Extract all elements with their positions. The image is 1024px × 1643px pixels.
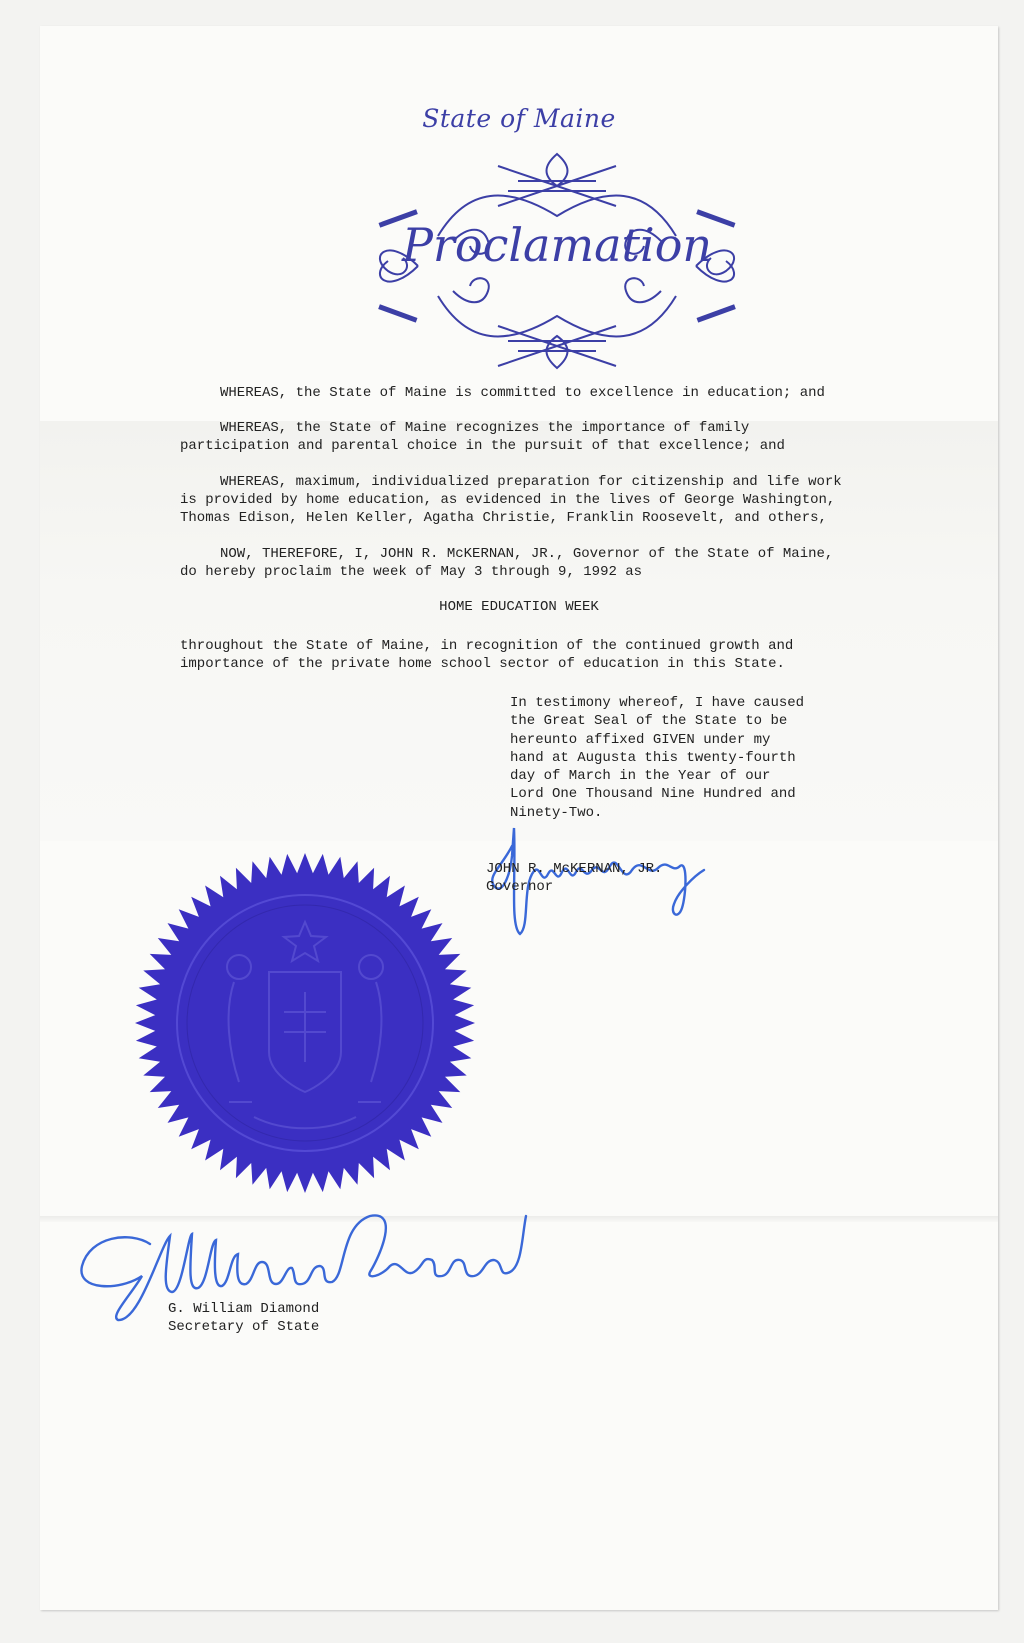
secretary-block [168, 1300, 319, 1336]
whereas-paragraph-3: WHEREAS, maximum, individualized preparation for citizenship and life work is provided by home education, as evidenced in the lives of George Washington, Thomas Edison, Helen Keller, Agatha Christie, Franklin Roosevelt, and others, [180, 474, 842, 526]
great-seal-icon [134, 852, 476, 1194]
testimony-paragraph: In testimony whereof, I have caused the Great Seal of the State to be hereunto affixed GIVEN under my hand at Augusta this twenty-fourth day of March in the Year of our Lord One Thousand Nine Hundred and Ninety-Two. [510, 695, 805, 821]
proclamation-document [40, 26, 998, 1610]
governor-title: Governor [486, 879, 554, 895]
state-heading: State of Maine [422, 104, 616, 133]
secretary-name: G. William Diamond [168, 1301, 320, 1317]
secretary-title: Secretary of State [168, 1319, 320, 1335]
whereas-paragraph-2: WHEREAS, the State of Maine recognizes the importance of family participation and parental choice in the pursuit of that excellence; and [180, 420, 785, 454]
closing-paragraph: throughout the State of Maine, in recognition of the continued growth and importance of the private home school sector of education in this State. [180, 638, 794, 672]
governor-block [486, 860, 662, 896]
governor-name: JOHN R. McKERNAN, JR. [486, 861, 663, 877]
now-therefore-paragraph: NOW, THEREFORE, I, JOHN R. McKERNAN, JR., Governor of the State of Maine, do hereby proclaim the week of May 3 through 9, 1992 as [180, 546, 834, 580]
proclamation-title: Proclamation [401, 218, 713, 272]
whereas-paragraph-1: WHEREAS, the State of Maine is committed to excellence in education; and [220, 385, 825, 401]
proclamation-crest [358, 146, 756, 376]
proclaimed-week-heading: HOME EDUCATION WEEK [439, 599, 599, 615]
